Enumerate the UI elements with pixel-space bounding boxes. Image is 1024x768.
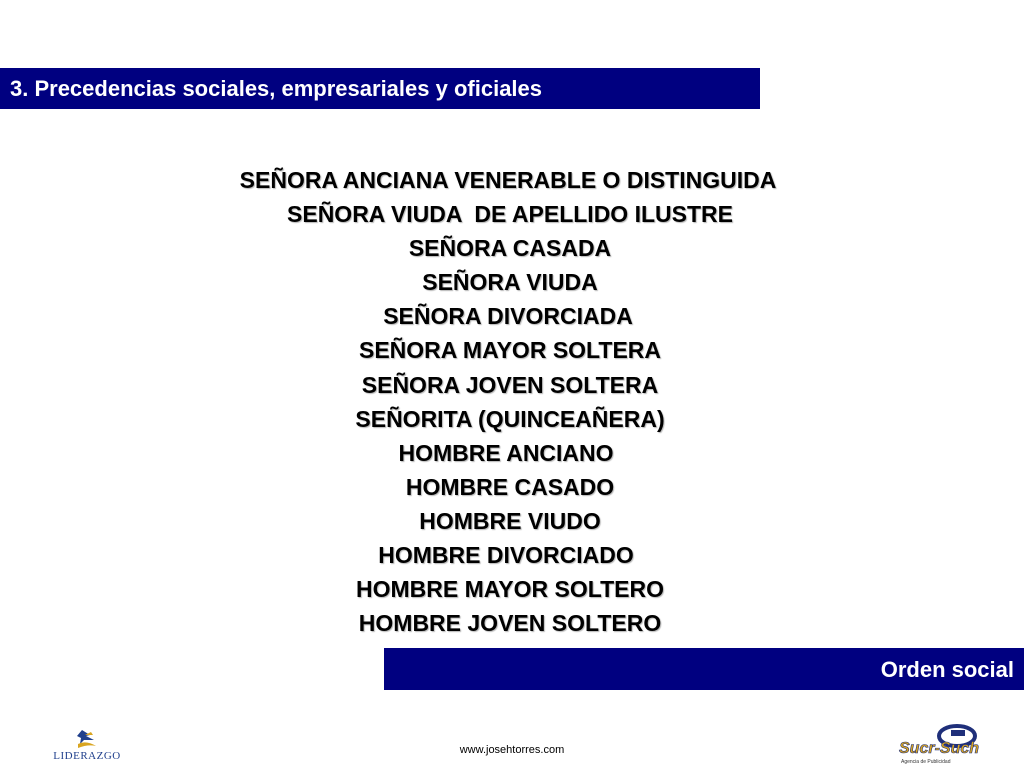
list-item xyxy=(0,299,1024,333)
list-item-label: SEÑORA ANCIANA VENERABLE O DISTINGUIDA xyxy=(239,167,777,193)
list-item xyxy=(0,606,1024,640)
list-item-label: HOMBRE CASADO xyxy=(405,473,615,500)
precedence-list xyxy=(0,163,1024,640)
svg-text:Agencia de Publicidad: Agencia de Publicidad xyxy=(901,759,951,765)
list-item xyxy=(0,368,1024,402)
list-item-label: SEÑORA CASADA xyxy=(408,235,612,262)
list-item xyxy=(0,504,1024,538)
svg-text:LIDERAZGO: LIDERAZGO xyxy=(53,750,121,762)
website-url xyxy=(0,744,1024,756)
list-item-label: HOMBRE MAYOR SOLTERO xyxy=(356,576,664,603)
section-title: 3. Precedencias sociales, empresariales y oficiales xyxy=(10,76,543,101)
footer-bar xyxy=(384,648,1024,690)
list-item-label: SEÑORITA (QUINCEAÑERA) xyxy=(355,405,665,432)
website-text: www.josehtorres.com xyxy=(459,744,565,756)
list-item xyxy=(0,538,1024,572)
list-item-label: SEÑORA MAYOR SOLTERA xyxy=(358,337,662,364)
list-item-label: SEÑORA VIUDA DE APELLIDO ILUSTRE xyxy=(287,201,733,228)
list-item xyxy=(0,197,1024,231)
list-item-label: SEÑORA VIUDA xyxy=(422,269,598,296)
list-item-label: HOMBRE VIUDO xyxy=(419,507,601,534)
list-item xyxy=(0,402,1024,436)
list-item xyxy=(0,265,1024,299)
list-item xyxy=(0,436,1024,470)
section-title-bar xyxy=(0,68,760,109)
list-item xyxy=(0,470,1024,504)
list-item xyxy=(0,163,1024,197)
list-item-label: HOMBRE ANCIANO xyxy=(398,439,614,466)
section-label: Orden social xyxy=(880,657,1014,682)
sucr-such-logo xyxy=(895,722,985,766)
list-item xyxy=(0,572,1024,606)
list-item xyxy=(0,231,1024,265)
list-item-label: SEÑORA JOVEN SOLTERA xyxy=(361,371,659,398)
list-item xyxy=(0,333,1024,367)
list-item-label: HOMBRE JOVEN SOLTERO xyxy=(358,610,662,637)
list-item-label: HOMBRE DIVORCIADO xyxy=(378,542,634,569)
svg-text:Sucr-Such: Sucr-Such xyxy=(899,740,980,757)
list-item-label: SEÑORA DIVORCIADA xyxy=(383,303,633,330)
